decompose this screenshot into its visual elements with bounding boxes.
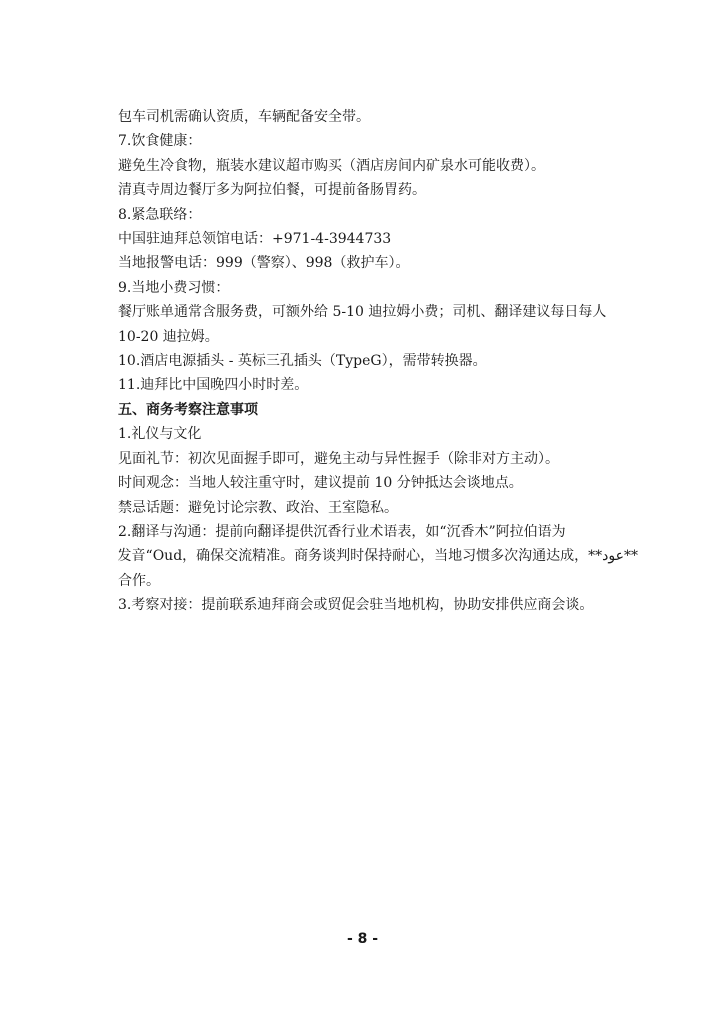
list-heading-emergency: 8.紧急联络：	[118, 206, 202, 223]
text-line: **عود**，发音“Oud，确保交流精准。商务谈判时保持耐心，当地习惯多次沟通达成	[117, 548, 638, 565]
page-number: - 8 -	[346, 931, 379, 947]
list-item-plug: 10.酒店电源插头 - 英标三孔插头（TypeG），需带转换器。	[118, 353, 487, 370]
list-heading-tipping: 9.当地小费习惯：	[118, 279, 230, 296]
list-heading-etiquette: 1.礼仪与文化	[118, 426, 202, 443]
text-line: 时间观念：当地人较注重守时，建议提前 10 分钟抵达会谈地点。	[118, 475, 523, 492]
text-line: 见面礼节：初次见面握手即可，避免主动与异性握手（除非对方主动）。	[118, 450, 559, 467]
text-line: 避免生冷食物，瓶装水建议超市购买（酒店房间内矿泉水可能收费）。	[118, 157, 545, 174]
list-heading-diet: 7.饮食健康：	[118, 133, 202, 150]
text-line: 10-20 迪拉姆。	[118, 328, 219, 345]
text-line: 合作。	[118, 572, 160, 589]
text-line: 包车司机需确认资质，车辆配备安全带。	[118, 109, 370, 125]
section-heading: 五、商务考察注意事项	[118, 401, 258, 418]
list-item-timezone: 11.迪拜比中国晚四小时时差。	[118, 377, 309, 394]
text-line: 清真寺周边餐厅多为阿拉伯餐，可提前备肠胃药。	[118, 182, 426, 199]
text-line: 餐厅账单通常含服务费，可额外给 5-10 迪拉姆小费；司机、翻译建议每日每人	[118, 304, 607, 321]
document-body	[118, 105, 638, 618]
text-line: 2.翻译与沟通：提前向翻译提供沉香行业术语表，如“沉香木”阿拉伯语为	[118, 523, 566, 540]
text-line: 当地报警电话：999（警察）、998（救护车）。	[118, 255, 410, 272]
text-line: 中国驻迪拜总领馆电话：+971-4-3944733	[118, 231, 392, 248]
text-line: 3.考察对接：提前联系迪拜商会或贸促会驻当地机构，协助安排供应商会谈。	[118, 597, 594, 614]
text-line: 禁忌话题：避免讨论宗教、政治、王室隐私。	[118, 499, 398, 516]
